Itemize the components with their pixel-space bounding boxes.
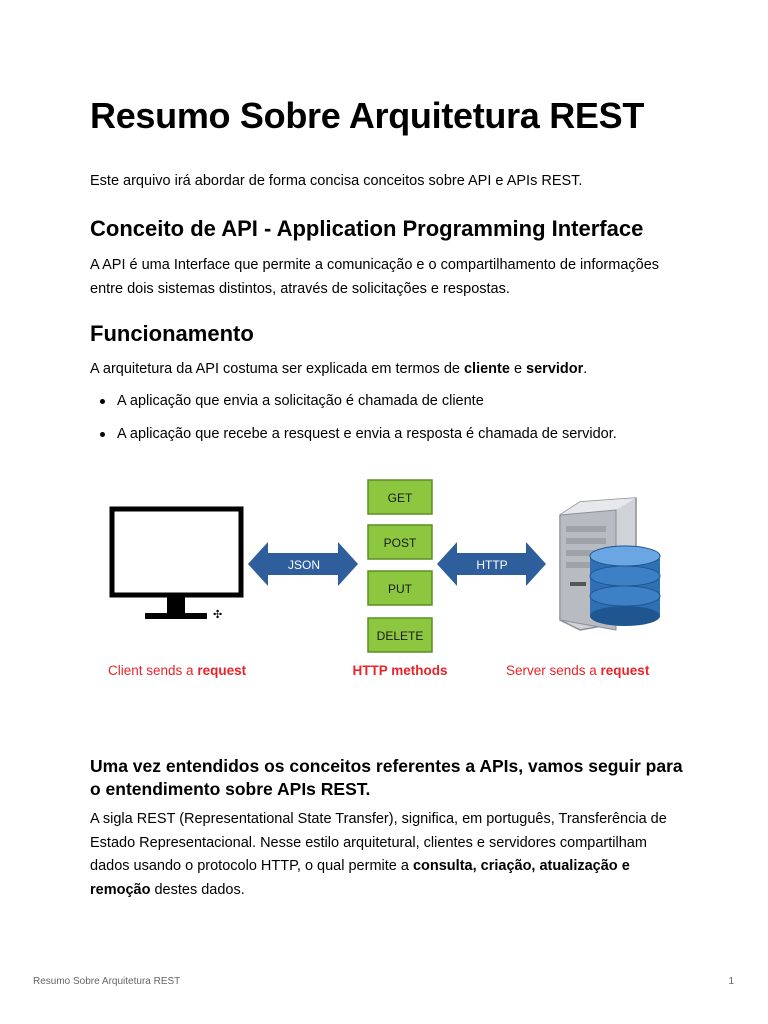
http-label: HTTP: [476, 558, 508, 572]
section-heading-api: Conceito de API - Application Programming Interface: [90, 216, 644, 241]
rest-para-prefix: A sigla REST (Representational State Transfer), significa, em português, Transferência de Estado Representacional. Nesse estilo arquitetural, clientes e servidores compartilham dados usando o protocolo HTTP, o qual permite a: [90, 811, 667, 874]
func-para-suffix: .: [583, 361, 588, 377]
list-item: A aplicação que envia a solicitação é chamada de cliente: [90, 390, 617, 423]
svg-text:✣: ✣: [213, 608, 223, 621]
rest-para-suffix: destes dados.: [150, 881, 245, 898]
rest-para-bold: consulta, criação, atualização e remoção: [90, 858, 630, 898]
rest-paragraph: [90, 808, 680, 902]
bullet-list: [90, 390, 617, 456]
server-caption-bold: request: [600, 663, 650, 678]
json-label: JSON: [287, 558, 321, 572]
method-delete-label: DELETE: [376, 629, 424, 643]
client-caption-normal: Client sends a: [108, 663, 198, 678]
http-arrow: [437, 542, 546, 586]
method-post: [368, 525, 432, 559]
intro-paragraph: Este arquivo irá abordar de forma concisa conceitos sobre API e APIs REST.: [90, 173, 583, 189]
server-caption-normal: Server sends a: [506, 663, 601, 678]
document-title: Resumo Sobre Arquitetura REST: [90, 95, 645, 136]
json-arrow: [248, 542, 358, 586]
method-get-label: GET: [387, 491, 413, 505]
section-heading-rest: Uma vez entendidos os conceitos referentes a APIs, vamos seguir para o entendimento sobre APIs REST.: [90, 756, 683, 799]
method-put-label: PUT: [388, 582, 412, 596]
func-para-prefix: A arquitetura da API costuma ser explicada em termos de: [90, 361, 464, 377]
method-post-label: POST: [383, 536, 417, 550]
func-para-bold-cliente: cliente: [463, 361, 510, 377]
client-caption: [108, 663, 247, 678]
method-put: [368, 571, 432, 605]
method-get: [368, 480, 432, 514]
page-number: 1: [728, 976, 734, 987]
section-heading-funcionamento: Funcionamento: [90, 321, 254, 346]
api-paragraph: A API é uma Interface que permite a comunicação e o compartilhamento de informações entre dois sistemas distintos, através de solicitações e respostas.: [90, 257, 660, 297]
client-server-diagram: [90, 470, 680, 690]
func-para-bold-servidor: servidor: [526, 361, 584, 377]
methods-caption: HTTP methods: [352, 663, 448, 678]
database-icon: [590, 546, 660, 626]
monitor-icon: [112, 509, 241, 621]
func-para-mid: e: [509, 361, 527, 377]
server-caption: [506, 663, 650, 678]
footer-title: Resumo Sobre Arquitetura REST: [33, 976, 181, 987]
method-delete: [368, 618, 432, 652]
list-item: A aplicação que recebe a resquest e envia a resposta é chamada de servidor.: [90, 423, 617, 456]
client-caption-bold: request: [197, 663, 247, 678]
funcionamento-paragraph: [90, 359, 587, 379]
